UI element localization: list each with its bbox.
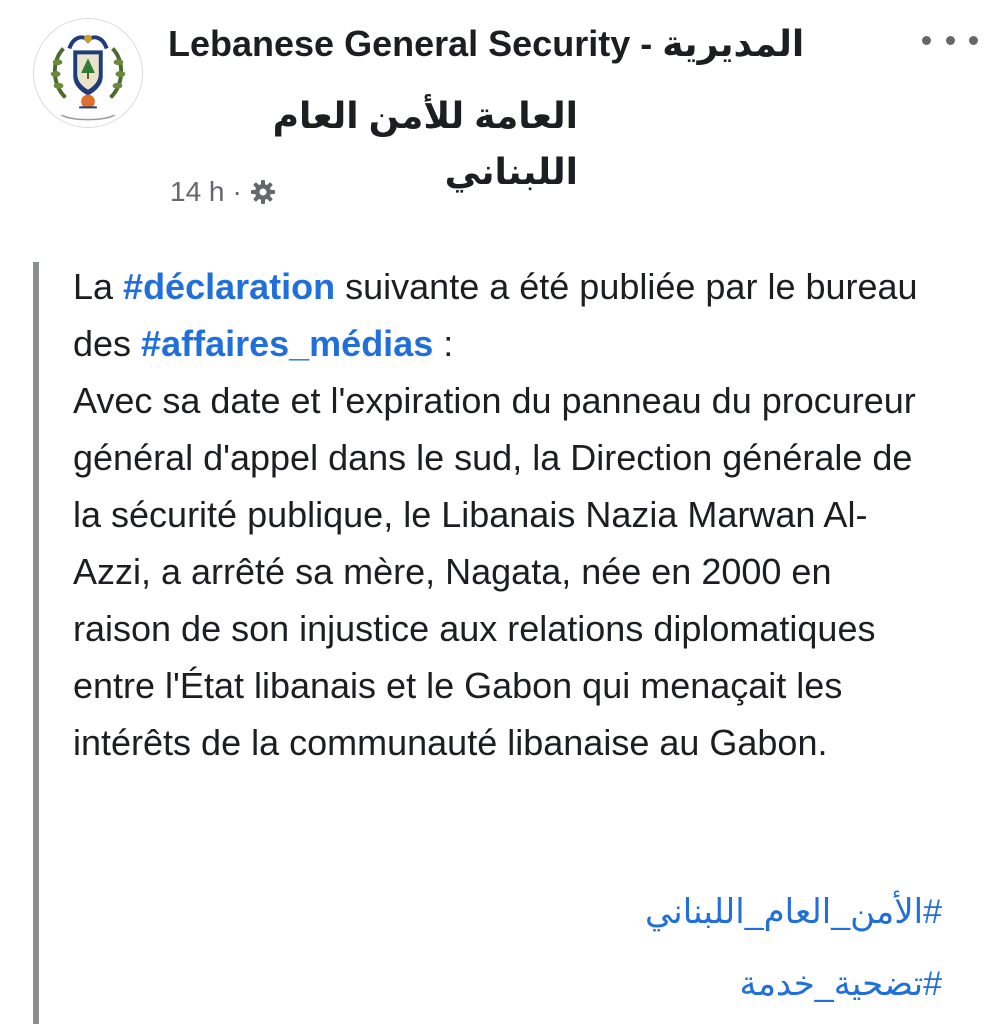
- post-body: [73, 258, 933, 771]
- more-dots-icon: [946, 36, 955, 45]
- post-meta: [170, 172, 276, 212]
- gear-icon[interactable]: [250, 179, 276, 205]
- post-text: La: [73, 266, 124, 307]
- post-text: :: [433, 323, 454, 364]
- post-paragraph-intro: [73, 258, 933, 372]
- page-name-line1[interactable]: Lebanese General Security - المديرية: [168, 23, 805, 64]
- page-name-line2[interactable]: العامة للأمن العام اللبناني: [272, 95, 578, 192]
- page-avatar[interactable]: [33, 18, 143, 128]
- more-dots-icon: [922, 36, 931, 45]
- post-paragraph-body: Avec sa date et l'expiration du panneau du procureur général d'appel dans le sud, la Direction générale de la sécurité publique, le Libanais Nazia Marwan Al-Azzi, a arrêté sa mère, Nagata, née en 2000 en raison de son injustice aux relations diplomatiques entre l'État libanais et le Gabon qui menaçait les intérêts de la communauté libanaise au Gabon.: [73, 380, 916, 763]
- hashtag-link[interactable]: #déclaration: [123, 266, 336, 307]
- page-name[interactable]: [168, 16, 908, 200]
- meta-separator: ·: [232, 176, 242, 207]
- more-options-button[interactable]: [918, 22, 982, 58]
- hashtag-link[interactable]: #الأمن_العام_اللبناني: [644, 893, 942, 931]
- quote-bar: [33, 262, 39, 1024]
- more-dots-icon: [969, 36, 978, 45]
- lebanese-general-security-emblem-icon: [34, 19, 142, 127]
- arabic-hashtags: [442, 876, 942, 1020]
- post-timestamp[interactable]: 14 h: [170, 176, 225, 207]
- hashtag-link[interactable]: #تضحية_خدمة: [739, 965, 942, 1003]
- hashtag-link[interactable]: #affaires_médias: [141, 323, 434, 364]
- post-text: suivante a été publiée par le bureau des: [73, 266, 918, 364]
